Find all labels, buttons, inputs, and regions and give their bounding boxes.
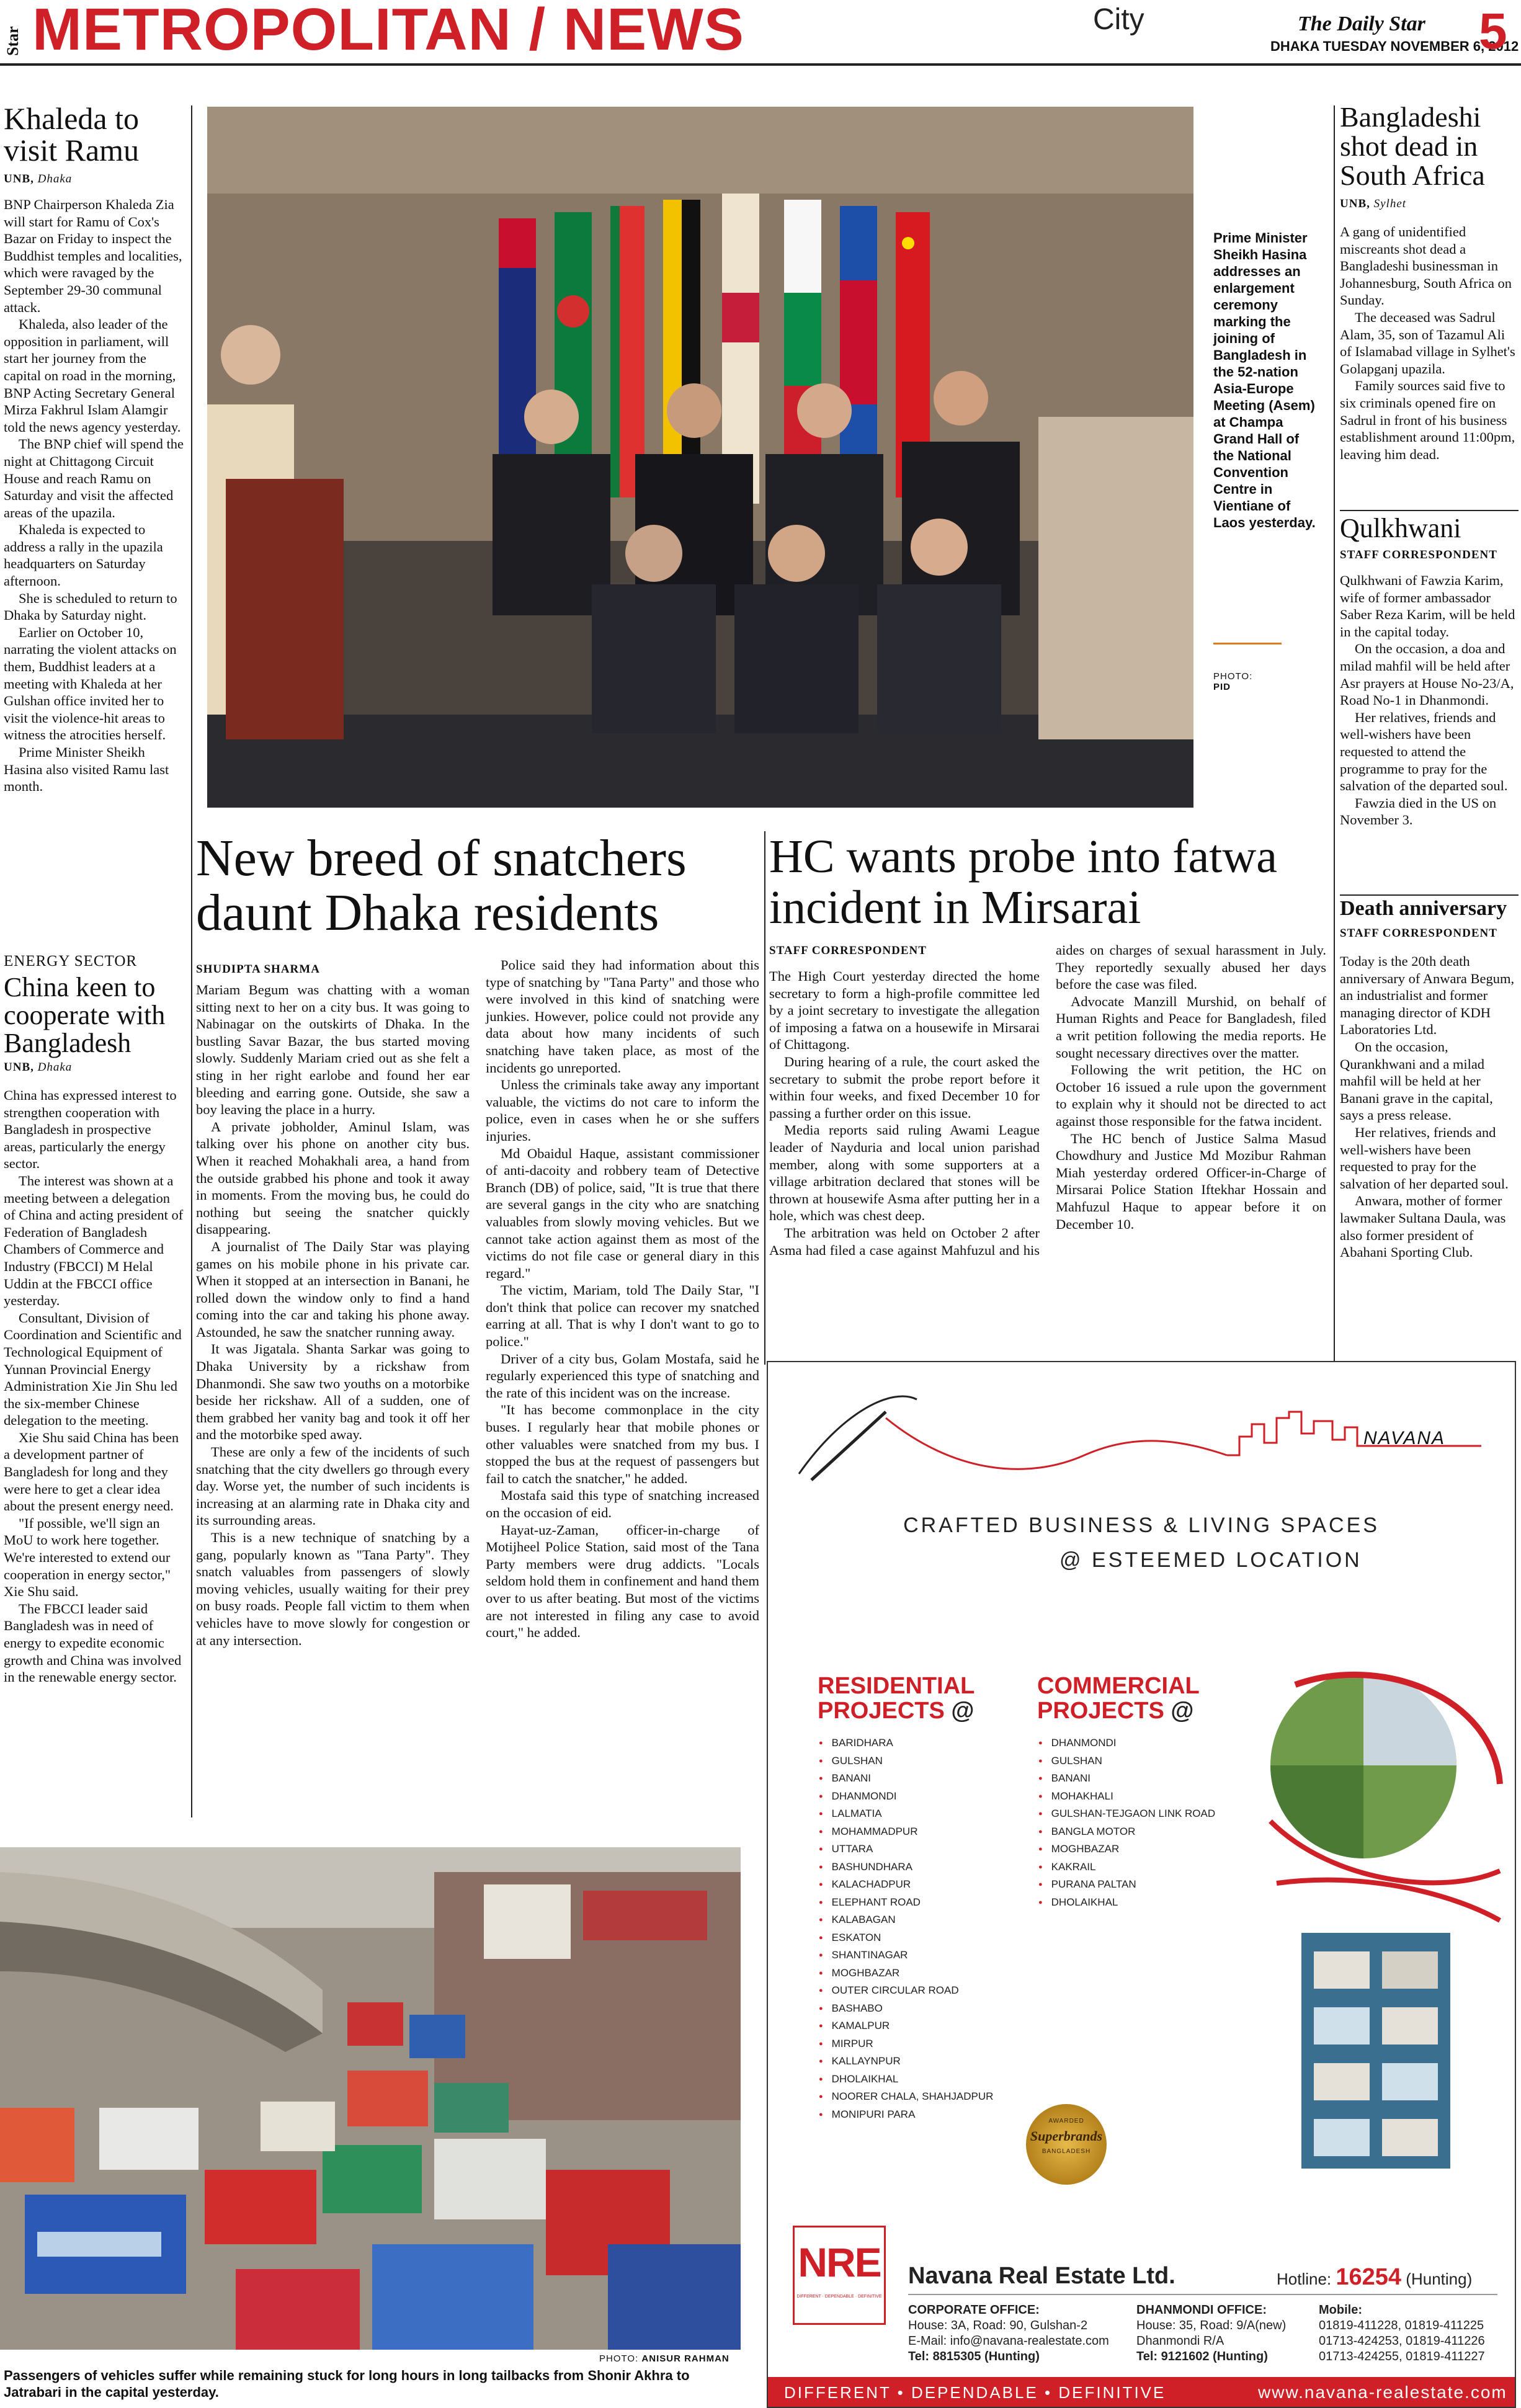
commercial-item: ● GULSHAN: [1038, 1752, 1215, 1770]
commercial-title: [1037, 1674, 1200, 1723]
paragraph: Anwara, mother of former lawmaker Sultana Daula, was also former president of Abahani Sporting Club.: [1340, 1193, 1506, 1260]
paragraph: Xie Shu said China has been a development partner of Bangladesh for long and they were here to get a clear idea about the present energy need.: [4, 1429, 179, 1514]
commercial-item: ● MOHAKHALI: [1038, 1788, 1215, 1806]
paragraph: "It has become commonplace in the city buses. I regularly hear that mobile phones or other valuables were snatched from my bus. I stopped the bus at the request of passengers but fail to catch the snatcher," he added.: [486, 1402, 759, 1486]
nre-letters: NRE: [798, 2239, 881, 2285]
residential-item: ● UTTARA: [819, 1840, 993, 1858]
column-rule: [764, 831, 765, 1365]
section-label: City: [1093, 3, 1144, 36]
southafrica-byline: UNB, Sylhet: [1340, 197, 1407, 210]
commercial-item: ● GULSHAN-TEJGAON LINK ROAD: [1038, 1805, 1215, 1823]
residential-item: ● MOHAMMADPUR: [819, 1823, 993, 1841]
residential-item: ● KALABAGAN: [819, 1911, 993, 1929]
page-number: 5: [1479, 3, 1507, 60]
contact-rule: [908, 2294, 1497, 2295]
paragraph: Prime Minister Sheikh Hasina also visited Ramu last month.: [4, 744, 169, 795]
residential-item: ● MIRPUR: [819, 2035, 993, 2053]
issue-date: DHAKA TUESDAY NOVEMBER 6, 2012: [1270, 38, 1519, 54]
residential-item: ● BANANI: [819, 1770, 993, 1788]
fatwa-body: [769, 942, 1326, 1339]
khaleda-body: [4, 196, 184, 795]
company-name: Navana Real Estate Ltd.: [908, 2263, 1175, 2289]
paragraph: China has expressed interest to strengthen cooperation with Bangladesh in prospective areas, particularly the energy sector.: [4, 1087, 177, 1172]
column-rule: [1334, 105, 1335, 1371]
paragraph: The interest was shown at a meeting between a delegation of China and acting president of Federation of Bangladesh Chambers of Commerce and Industry (FBCCI) M Helal Uddin at the FBCCI office yesterday.: [4, 1172, 184, 1309]
paragraph: The victim, Mariam, told The Daily Star, "I don't think that police can recover my snatched earring at all. That is why I don't want to go to police.": [486, 1282, 759, 1350]
residential-item: ● DHOLAIKHAL: [819, 2071, 993, 2089]
china-kicker: ENERGY SECTOR: [4, 953, 138, 970]
paragraph: Mariam Begum was chatting with a woman sitting next to her on a city bus. It was going to Nabinagar on the outskirts of Dhaka. In the bustling Savar Bazar, the bus started moving slowly. Suddenly Mariam cried out as she felt a sting in her right earlobe and found her ear bleeding and earring gone. Outside, she saw a boy leaving the place in a hurry.: [196, 982, 470, 1118]
china-body: [4, 1087, 184, 1686]
mobile-line: 01819-411228, 01819-411225: [1319, 2319, 1484, 2332]
dhan-area: Dhanmondi R/A: [1136, 2334, 1224, 2348]
residential-item: ● SHANTINAGAR: [819, 1946, 993, 1964]
paragraph: Family sources said five to six criminals opened fire on Sadrul in front of his business establishment around 11:00pm, leaving him dead.: [1340, 378, 1515, 462]
paragraph: It was Jigatala. Shanta Sarkar was going to Dhaka University by a rickshaw from Dhanmondi. She saw two youths on a motorbike beside her rickshaw. All of a sudden, one of them grabbed her vanity bag and took it off her and the motorbike sped away.: [196, 1341, 470, 1443]
residential-item: ● ELEPHANT ROAD: [819, 1894, 993, 1912]
residential-item: ● NOORER CHALA, SHAHJADPUR: [819, 2088, 993, 2106]
section-title: METROPOLITAN / NEWS: [32, 0, 744, 63]
commercial-item: ● KAKRAIL: [1038, 1858, 1215, 1876]
paragraph: Consultant, Division of Coordination and Scientific and Technological Equipment of Yunnan Provincial Energy Administration Xie Jin Shu led the six-member Chinese delegation to the meeting.: [4, 1309, 182, 1429]
superbrands-badge: [1026, 2104, 1107, 2185]
corp-address: House: 3A, Road: 90, Gulshan-2: [908, 2319, 1088, 2332]
mobile-line: 01713-424255, 01819-411227: [1319, 2350, 1485, 2363]
residential-item: ● KALLAYNPUR: [819, 2053, 993, 2071]
fatwa-headline: HC wants probe into fatwa incident in Mirsarai: [769, 831, 1277, 934]
china-byline: UNB, Dhaka: [4, 1061, 73, 1074]
paragraph: Driver of a city bus, Golam Mostafa, said he regularly experienced this type of snatching and the rate of this incident was on the increase.: [486, 1350, 759, 1401]
snatchers-body: [196, 957, 759, 1824]
residential-item: ● OUTER CIRCULAR ROAD: [819, 1982, 993, 2000]
corp-email: E-Mail: info@navana-realestate.com: [908, 2334, 1109, 2348]
ad-footer-bar: [768, 2377, 1515, 2407]
china-headline: China keen to cooperate with Bangladesh: [4, 972, 166, 1058]
traffic-photo-art: [0, 1847, 741, 2350]
paragraph: "If possible, we'll sign an MoU to work here together. We're interested to extend our cooperation in energy sector," Xie Shu said.: [4, 1515, 171, 1600]
hotline: Hotline: 16254 (Hunting): [1277, 2264, 1473, 2290]
nre-tag: DIFFERENT · DEPENDABLE · DEFINITIVE: [796, 2294, 882, 2299]
star-logo: Star: [4, 26, 22, 56]
residential-item: ● DHANMONDI: [819, 1788, 993, 1806]
badge-top: AWARDED: [1048, 2118, 1084, 2125]
snatchers-headline: New breed of snatchers daunt Dhaka residents: [196, 829, 687, 942]
residential-title-line2: PROJECTS @: [818, 1698, 975, 1724]
traffic-photo: [0, 1847, 741, 2350]
southafrica-body: [1340, 223, 1519, 463]
khaleda-byline: UNB, Dhaka: [4, 172, 73, 185]
residential-item: ● KALACHADPUR: [819, 1876, 993, 1894]
paragraph: Advocate Manzill Murshid, on behalf of Human Rights and Peace for Bangladesh, filed a writ petition following the media reports. He sought necessary directives over the matter.: [1056, 993, 1326, 1061]
commercial-item: ● DHANMONDI: [1038, 1734, 1215, 1752]
paragraph: Her relatives, friends and well-wishers have been requested to attend the programme to pray for the salvation of the departed soul.: [1340, 709, 1508, 794]
header-rule: [0, 63, 1521, 66]
death-headline: Death anniversary: [1340, 897, 1507, 920]
paragraph: The arbitration was held on October 2 after Asma had filed a case against Mahfuzul and his aides on charges of sexual harassment in July. They reportedly sexually abused her days before the case was filed.: [769, 942, 1326, 1258]
paragraph: On the occasion, a doa and milad mahfil will be held after Asr prayers at House No-23/A, Road No-1 in Dhanmondi.: [1340, 641, 1514, 708]
navana-small-logo: NAVANA: [1363, 1428, 1446, 1448]
paragraph: BNP Chairperson Khaleda Zia will start for Ramu of Cox's Bazar on Friday to inspect the Buddhist temples and localities, which were ravaged by the September 29-30 communal attack.: [4, 197, 182, 315]
dhan-label: DHANMONDI OFFICE:: [1136, 2303, 1267, 2317]
ad-website[interactable]: www.navana-realestate.com: [1258, 2383, 1507, 2402]
paragraph: She is scheduled to return to Dhaka by Saturday night.: [4, 590, 177, 623]
khaleda-headline: Khaleda to visit Ramu: [4, 101, 140, 167]
residential-list: [819, 1734, 993, 2123]
ad-slogan: DIFFERENT • DEPENDABLE • DEFINITIVE: [784, 2383, 1166, 2402]
commercial-list: [1038, 1734, 1215, 1911]
residential-item: ● BASHUNDHARA: [819, 1858, 993, 1876]
paragraph: Khaleda is expected to address a rally in the upazila headquarters on Saturday afternoon.: [4, 522, 163, 589]
residential-item: ● MOGHBAZAR: [819, 1964, 993, 1982]
death-body: [1340, 953, 1519, 1261]
mobile-numbers: [1319, 2303, 1485, 2365]
commercial-item: ● MOGHBAZAR: [1038, 1840, 1215, 1858]
residential-item: ● LALMATIA: [819, 1805, 993, 1823]
commercial-item: ● BANANI: [1038, 1770, 1215, 1788]
byline-spacer: [769, 942, 1040, 968]
commercial-title-line2: PROJECTS @: [1037, 1698, 1194, 1724]
masthead-logo: The Daily Star: [1298, 12, 1425, 35]
paragraph: Following the writ petition, the HC on October 16 issued a rule upon the government to explain why it should not be directed to act against those responsible for the fatwa incident.: [1056, 1062, 1326, 1129]
asem-caption: Prime Minister Sheikh Hasina addresses an enlargement ceremony marking the joining of Bangladesh in the 52-nation Asia-Europe Meeting (Asem) at Champa Grand Hall of the National Convention Centre in Vientiane of Laos yesterday.: [1213, 230, 1316, 530]
paragraph: The BNP chief will spend the night at Chittagong Circuit House and reach Ramu on Saturday and visit the affected areas of the upazila.: [4, 436, 184, 520]
badge-sub: BANGLADESH: [1042, 2148, 1091, 2155]
paragraph: This is a new technique of snatching by a gang, popularly known as "Tana Party". They snatch valuables from passengers of slowly moving vehicles, usually waiting for their prey on busy roads. People fall victim to them when vehicles have to move slowly for congestion or at any intersection.: [196, 1530, 470, 1648]
paragraph: A gang of unidentified miscreants shot dead a Bangladeshi businessman in Johannesburg, South Africa on Sunday.: [1340, 224, 1512, 308]
commercial-item: ● PURANA PALTAN: [1038, 1876, 1215, 1894]
residential-title: [818, 1674, 975, 1723]
column-rule: [191, 105, 192, 1817]
navana-ad: [767, 1361, 1516, 2408]
item-rule: [1340, 894, 1519, 896]
corporate-office: [908, 2303, 1109, 2365]
item-rule: [1340, 510, 1519, 511]
paragraph: Media reports said ruling Awami League leader of Nayduria and local union parishad member, along with some supporters at a village arbitration declared that stones will be thrown at housewife Asma after putting her in a hole, which was chest deep.: [769, 1122, 1040, 1224]
ad-tagline-1: CRAFTED BUSINESS & LIVING SPACES: [903, 1514, 1380, 1537]
nre-logo: [793, 2226, 886, 2325]
paragraph: Her relatives, friends and well-wishers have been requested to pray for the salvation of her departed soul.: [1340, 1124, 1509, 1192]
residential-item: ● MONIPURI PARA: [819, 2106, 993, 2124]
residential-item: ● GULSHAN: [819, 1752, 993, 1770]
dhan-address: House: 35, Road: 9/A(new): [1136, 2319, 1287, 2332]
residential-item: ● BASHABO: [819, 2000, 993, 2018]
paragraph: Khaleda, also leader of the opposition in parliament, will start her journey from the capital on road in the morning, BNP Acting Secretary General Mirza Fakhrul Islam Alamgir told the news agency yesterday.: [4, 316, 181, 435]
traffic-caption: Passengers of vehicles suffer while remaining stuck for long hours in long tailbacks from Shonir Akhra to Jatrabari in the capital yesterday.: [4, 2368, 690, 2400]
qulkhwani-byline: STAFF CORRESPONDENT: [1340, 548, 1497, 561]
fatwa-byline: STAFF CORRESPONDENT: [769, 944, 927, 957]
corp-tel: Tel: 8815305 (Hunting): [908, 2350, 1040, 2363]
paragraph: Md Obaidul Haque, assistant commissioner of anti-dacoity and robbery team of Detective Branch (DB) of police, said, "It is true that there are several gangs in the city who are snatching valuables from slowly moving vehicles. But we cannot take action against them as most of the victims do not file case or general diary in this regard.": [486, 1145, 759, 1281]
asem-photo: [207, 107, 1193, 808]
paragraph: A journalist of The Daily Star was playing games on his mobile phone in his private car. When it stopped at an intersection in Banani, he rolled down the window only to find a hand coming into the car and taking his phone away. Astounded, he saw the snatcher running away.: [196, 1238, 470, 1340]
qulkhwani-body: [1340, 572, 1519, 829]
asem-credit: PHOTO: PID: [1213, 671, 1253, 692]
paragraph: Unless the criminals take away any important valuable, the victims do not care to inform the police, even in cases when he or she suffers injuries.: [486, 1077, 759, 1144]
traffic-credit: PHOTO: ANISUR RAHMAN: [599, 2353, 729, 2364]
dhanmondi-office: [1136, 2303, 1286, 2365]
paragraph: Qulkhwani of Fawzia Karim, wife of former ambassador Saber Reza Karim, will be held in the capital today.: [1340, 573, 1515, 640]
byline-spacer: [196, 957, 470, 981]
commercial-title-line1: COMMERCIAL: [1037, 1673, 1200, 1699]
paragraph: The HC bench of Justice Salma Masud Chowdhury and Justice Md Mozibur Rahman Miah yesterday ordered Officer-in-Charge of Mirsarai Police Station Iftekhar Hossain and Mahfuzul Haque to appear before it on December 10.: [1056, 1130, 1326, 1232]
corp-label: CORPORATE OFFICE:: [908, 2303, 1040, 2317]
residential-item: ● KAMALPUR: [819, 2017, 993, 2035]
death-byline: STAFF CORRESPONDENT: [1340, 927, 1497, 940]
badge-main: Superbrands: [1030, 2128, 1103, 2144]
paragraph: Fawzia died in the US on November 3.: [1340, 795, 1497, 828]
mobile-label: Mobile:: [1319, 2303, 1362, 2317]
residential-item: ● ESKATON: [819, 1929, 993, 1947]
snatchers-byline: SHUDIPTA SHARMA: [196, 963, 320, 976]
paragraph: Earlier on October 10, narrating the violent attacks on them, Buddhist leaders at a meeting with Khaleda at her Gulshan office invited her to visit the violence-hit areas to witness the atrocities herself.: [4, 624, 177, 743]
paragraph: Mostafa said this type of snatching increased on the occasion of eid.: [486, 1487, 759, 1520]
paragraph: Hayat-uz-Zaman, officer-in-charge of Motijheel Police Station, said most of the Tana Party members were drug addicts. "Locals seldom hold them in confinement and hand them over to us after beating. But most of the victims are not interested in filing any case to avoid court," he added.: [486, 1522, 759, 1641]
residential-title-line1: RESIDENTIAL: [818, 1673, 975, 1699]
building-photos-art: [1258, 1660, 1506, 2193]
paragraph: Today is the 20th death anniversary of Anwara Begum, an industrialist and former managing director of KDH Laboratories Ltd.: [1340, 953, 1515, 1038]
paragraph: The deceased was Sadrul Alam, 35, son of Tazamul Ali of Islamabad village in Sylhet's Golapganj upazila.: [1340, 309, 1515, 377]
paragraph: The High Court yesterday directed the home secretary to form a high-profile committee led by a joint secretary to investigate the allegation of imposing a fatwa on a housewife in Mirsarai of Chittagong.: [769, 968, 1040, 1053]
paragraph: A private jobholder, Aminul Islam, was talking over his phone on another city bus. When it reached Mohakhali area, a hand from the outside grabbed his phone and took it away in moments. From the moving bus, he could do nothing but seeing the snatcher quickly disappearing.: [196, 1118, 470, 1237]
caption-accent: [1213, 643, 1282, 644]
mobile-line: 01713-424253, 01819-411226: [1319, 2334, 1485, 2348]
dhan-tel: Tel: 9121602 (Hunting): [1136, 2350, 1268, 2363]
commercial-item: ● DHOLAIKHAL: [1038, 1894, 1215, 1912]
paragraph: During hearing of a rule, the court asked the secretary to submit the probe report before it within four weeks, and fixed December 10 for passing a further order on this issue.: [769, 1053, 1040, 1121]
southafrica-headline: Bangladeshi shot dead in South Africa: [1340, 101, 1485, 191]
paragraph: On the occasion, Qurankhwani and a milad mahfil will be held at her Banani grave in the capital, says a press release.: [1340, 1038, 1493, 1123]
residential-item: ● BARIDHARA: [819, 1734, 993, 1752]
asem-photo-art: [207, 107, 1193, 808]
ad-tagline-2: @ ESTEEMED LOCATION: [1059, 1548, 1362, 1572]
commercial-item: ● BANGLA MOTOR: [1038, 1823, 1215, 1841]
qulkhwani-headline: Qulkhwani: [1340, 513, 1461, 543]
paragraph: Police said they had information about this type of snatching by "Tana Party" and those who were involved in this kind of snatching were junkies. However, police could not provide any data about how many incidents of such snatching have taken place, as most of the incidents go unreported.: [486, 957, 759, 1076]
paragraph: These are only a few of the incidents of such snatching that the city dwellers go through every day. Worse yet, the number of such incidents is increasing at an alarming rate in Dhaka city and its surrounding areas.: [196, 1444, 470, 1528]
paragraph: The FBCCI leader said Bangladesh was in need of energy to expedite economic growth and China was involved in the renewable energy sector.: [4, 1600, 182, 1685]
